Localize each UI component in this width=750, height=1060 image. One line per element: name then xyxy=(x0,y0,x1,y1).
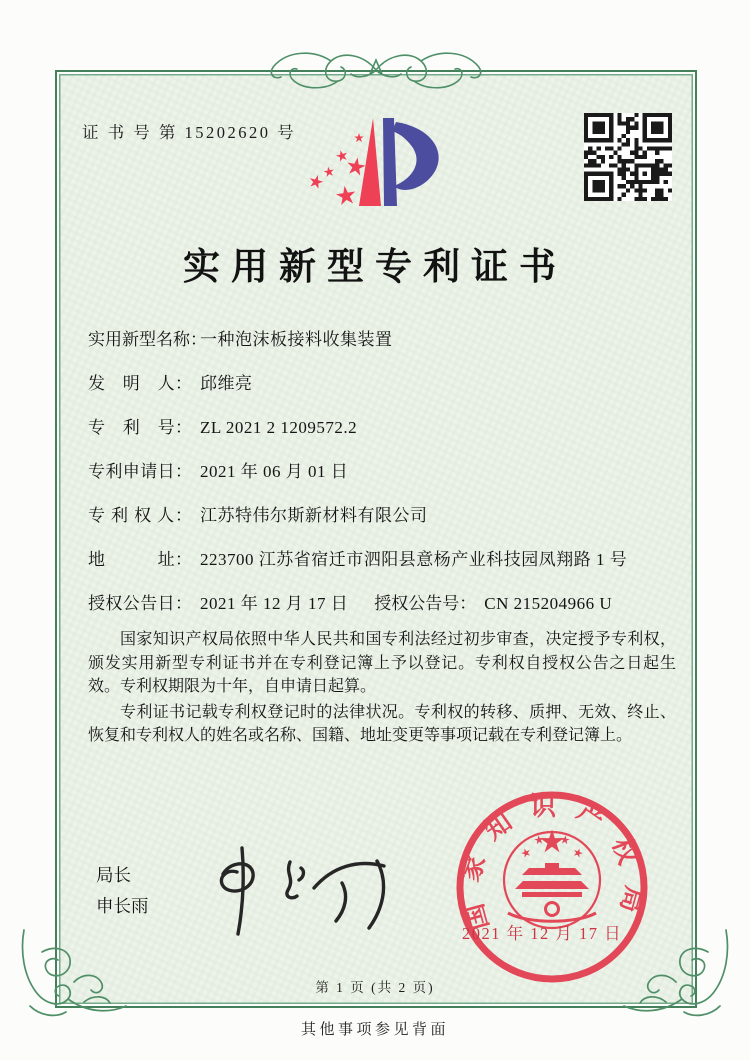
field-patentee xyxy=(88,503,648,528)
top-ornament xyxy=(257,47,495,93)
signer-block xyxy=(96,860,149,922)
field-value: 江苏特伟尔斯新材料有限公司 xyxy=(200,506,428,525)
director-signature xyxy=(202,838,402,938)
grant-date-label: 授权公告日： xyxy=(88,594,192,613)
qr-code xyxy=(584,113,672,201)
logo-red-wedge xyxy=(359,118,381,206)
field-label: 专利申请日： xyxy=(88,462,192,481)
field-value: 一种泡沫板接料收集装置 xyxy=(200,330,393,349)
cnipa-logo xyxy=(302,110,456,218)
field-patent-number xyxy=(88,415,648,440)
field-label: 地 址： xyxy=(88,550,192,569)
legal-paragraphs xyxy=(88,628,676,750)
field-value: ZL 2021 2 1209572.2 xyxy=(200,418,358,437)
field-value: 2021 年 06 月 01 日 xyxy=(200,462,349,481)
cnipa-seal xyxy=(452,787,652,987)
national-emblem-icon xyxy=(504,829,600,928)
seal-date: 2021 年 12 月 17 日 xyxy=(462,924,623,943)
field-address xyxy=(88,547,648,572)
field-filing-date xyxy=(88,459,648,484)
svg-text:国家知识产权局 xyxy=(455,792,650,933)
corner-flourish-left xyxy=(14,924,130,1020)
page-number: 第 1 页 (共 2 页) xyxy=(315,980,435,995)
paragraph-grant-statement: 国家知识产权局依照中华人民共和国专利法经过初步审查，决定授予专利权，颁发实用新型专利证书并在专利登记簿上予以登记。专利权自授权公告之日起生效。专利权期限为十年，自申请日起算。 xyxy=(88,631,676,695)
field-inventor xyxy=(88,371,648,396)
logo-blue-bowl xyxy=(392,122,439,190)
field-value: 邱维亮 xyxy=(200,374,253,393)
field-label: 发 明 人： xyxy=(88,374,192,393)
field-label: 专 利 权 人： xyxy=(88,506,192,525)
grant-no-label: 授权公告号： xyxy=(374,594,477,613)
paragraph-register-statement: 专利证书记载专利权登记时的法律状况。专利权的转移、质押、无效、终止、恢复和专利权人的姓名或名称、国籍、地址变更等事项记载在专利登记簿上。 xyxy=(88,703,676,744)
back-side-note: 其他事项参见背面 xyxy=(300,1022,449,1038)
field-grant-row xyxy=(88,591,648,616)
fields xyxy=(88,327,648,635)
field-label: 专 利 号： xyxy=(88,418,192,437)
seal-ring-text: 国家知识产权局 xyxy=(454,791,650,934)
signer-role: 局长 xyxy=(96,865,131,885)
certificate-number: 证 书 号 第 15202620 号 xyxy=(82,123,297,142)
grant-date-value: 2021 年 12 月 17 日 xyxy=(200,594,349,613)
logo-stars xyxy=(308,133,367,206)
field-label: 实用新型名称： xyxy=(88,330,207,349)
field-utility-model-name xyxy=(88,327,648,352)
certificate-title: 实用新型专利证书 xyxy=(183,247,567,288)
grant-no-value: CN 215204966 U xyxy=(484,594,613,613)
field-value: 223700 江苏省宿迁市泗阳县意杨产业科技园凤翔路 1 号 xyxy=(200,550,628,569)
signer-name: 申长雨 xyxy=(96,896,149,916)
grant-no-pair xyxy=(374,594,612,613)
